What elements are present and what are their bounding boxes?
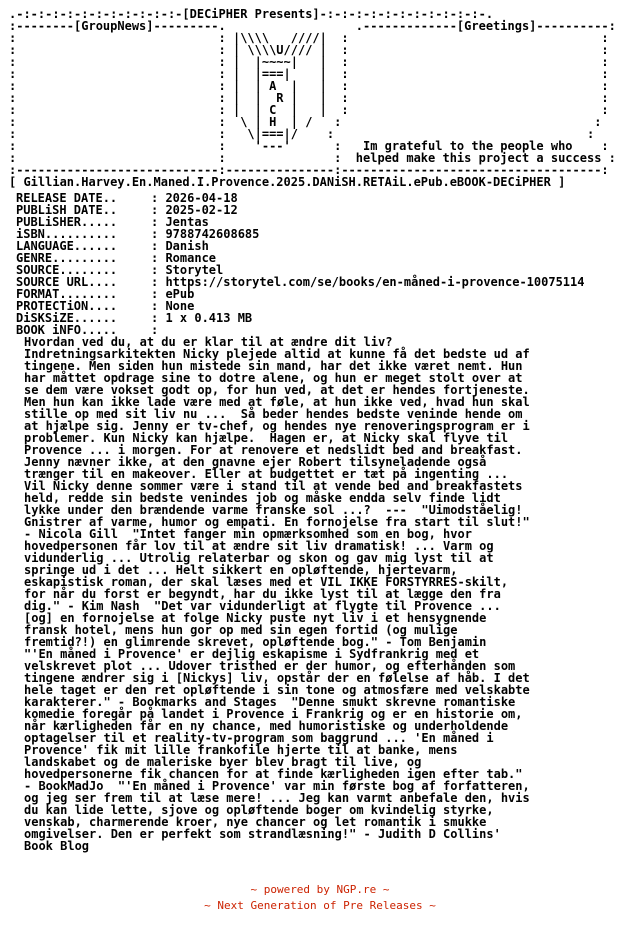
footer-tagline: ~ Next Generation of Pre Releases ~ <box>204 899 436 912</box>
info-value: 1 x 0.413 MB <box>165 311 253 325</box>
info-key: PROTECTiON.... <box>16 300 118 312</box>
info-separator: : <box>151 203 166 217</box>
info-value: 9788742608685 <box>165 227 260 241</box>
info-value: ePub <box>165 287 195 301</box>
info-row <box>16 312 584 324</box>
footer-powered-by: ~ powered by NGP.re ~ <box>250 883 390 896</box>
info-key: PUBLiSHER..... <box>16 216 118 228</box>
release-info-table <box>16 192 584 336</box>
info-separator: : <box>151 191 166 205</box>
info-key: RELEASE DATE.. <box>16 192 118 204</box>
info-value: Danish <box>165 239 209 253</box>
info-key: GENRE......... <box>16 252 118 264</box>
info-separator: : <box>151 215 166 229</box>
info-separator: : <box>151 227 166 241</box>
info-row <box>16 204 584 216</box>
info-row <box>16 192 584 204</box>
info-value: https://storytel.com/se/books/en-måned-i-provence-10075114 <box>165 275 585 289</box>
info-separator: : <box>151 323 166 337</box>
info-key: SOURCE........ <box>16 264 118 276</box>
info-value: Storytel <box>165 263 224 277</box>
info-separator: : <box>151 263 166 277</box>
info-separator: : <box>151 311 166 325</box>
release-name-line: [ Gillian.Harvey.En.Maned.I.Provence.2025.DANiSH.RETAiL.ePub.eBOOK-DECiPHER ] <box>9 175 566 189</box>
info-separator: : <box>151 299 166 313</box>
info-row <box>16 288 584 300</box>
info-value: Jentas <box>165 215 209 229</box>
info-value: 2025-02-12 <box>165 203 238 217</box>
info-row <box>16 276 584 288</box>
info-row <box>16 300 584 312</box>
info-key: SOURCE URL.... <box>16 276 118 288</box>
info-row <box>16 240 584 252</box>
info-row <box>16 228 584 240</box>
info-separator: : <box>151 275 166 289</box>
info-value: 2026-04-18 <box>165 191 238 205</box>
info-row <box>16 252 584 264</box>
info-key: BOOK iNFO..... <box>16 324 118 336</box>
info-key: PUBLiSH DATE.. <box>16 204 118 216</box>
info-key: iSBN.......... <box>16 228 118 240</box>
info-separator: : <box>151 239 166 253</box>
info-row <box>16 216 584 228</box>
header-ascii-art: .-:-:-:-:-:-:-:-:-:-:-:-[DECiPHER Presents]-:-:-:-:-:-:-:-:-:-:-:-. :--------[GroupNews]---------. .-------------[Greetings]----------: : : |\\\\ ////| : : : : | \\\\U//// | : : : : | |~~~~| | : : : : | |===| | : : : : | | A | | : : : : | | R | | : : : : | | C | | : : : : \ | H | / : : : : \|===|/ : : : : '---' : Im grateful to the people who : : : : helped make this project a success : :----------------------------:---------------:------------------------------------: <box>9 7 616 177</box>
info-key: FORMAT........ <box>16 288 118 300</box>
book-description: Hvordan ved du, at du er klar til at ændre dit liv? Indretningsarkitekten Nicky plejede altid at kunne få det bedste ud af tingene. Men siden hun mistede sin mand, har det ikke været nemt. Hun har måttet opdrage sine to dotre alene, og hun er meget stolt over at se dem være vokset godt op, for hun ved, at det er hendes fortjeneste. Men hun kan ikke lade være med at føle, at hun ikke ved, hvad hun skal stille op med sit liv nu ... Så beder hendes bedste veninde hende om at hjælpe sig. Jenny er tv-chef, og hendes nye renoveringsprogram er i problemer. Kun Nicky kan hjælpe. Hagen er, at Nicky skal flyve til Provence ... i morgen. For at renovere et nedslidt bed and breakfast. Jenny nævner ikke, at den gnavne ejer Robert tilsyneladende også trænger til en makeover. Eller at budgettet er tæt på ingenting ... Vil Nicky denne sommer være i stand til at vende bed and breakfastets held, redde sin bedste venindes job og måske endda selv finde lidt lykke under den brændende varme franske sol ...? --- "Uimodståelig! Gnistrer af varme, humor og empati. En fornojelse fra start til slut!" - Nicola Gill "Intet fanger min opmærksomhed som en bog, hvor hovedpersonen får lov til at ændre sit liv dramatisk! ... Varm og vidunderlig ... Utrolig relaterbar og skon og gav mig lyst til at springe ud i det ... Helt sikkert en opløftende, hjertevarm, eskapistisk roman, der skal læses med et VIL IKKE FORSTYRRES-skilt, for når du forst er begyndt, har du ikke lyst til at lægge den fra dig." - Kim Nash "Det var vidunderligt at flygte til Provence ... [og] en fornojelse at folge Nicky puste nyt liv i et hensygnende fransk hotel, mens hun gor op med sin egen fortid (og mulige fremtid?!) en glimrende skrevet, opløftende bog." - Tom Benjamin "'En måned i Provence' er dejlig eskapisme i Sydfrankrig med et velskrevet plot ... Udover tristhed er der humor, og efterhånden som tingene ændrer sig i [Nickys] liv, opstår der en følelse af håb. I det hele taget er den ret opløftende i sin tone og atmosfære med velskabte karakterer." - Bookmarks and Stages "Denne smukt skrevne romantiske komedie foregår på landet i Provence i Frankrig og er en historie om, når kærligheden får en ny chance, med humoristiske og underholdende optagelser til et reality-tv-program som baggrund ... 'En måned i Provence' fik mit lille frankofile hjerte til at banke, mens landskabet og de maleriske byer blev bragt til live, og hovedpersonerne fik chancen for at finde kærligheden igen efter tab." - BookMadJo "'En måned i Provence' var min første bog af forfatteren, og jeg ser frem til at læse mere! ... Jeg kan varmt anbefale den, hvis du kan lide lette, sjove og opløftende boger om kvindelig styrke, venskab, charmerende kroer, nye chancer og let romantik i smukke omgivelser. Den er perfekt som strandlæsning!" - Judith D Collins' Book Blog <box>24 335 530 853</box>
info-value: Romance <box>165 251 217 265</box>
info-key: DiSKSiZE...... <box>16 312 118 324</box>
info-value: None <box>165 299 195 313</box>
info-separator: : <box>151 287 166 301</box>
info-separator: : <box>151 251 166 265</box>
nfo-header-art <box>9 8 616 188</box>
info-key: LANGUAGE...... <box>16 240 118 252</box>
